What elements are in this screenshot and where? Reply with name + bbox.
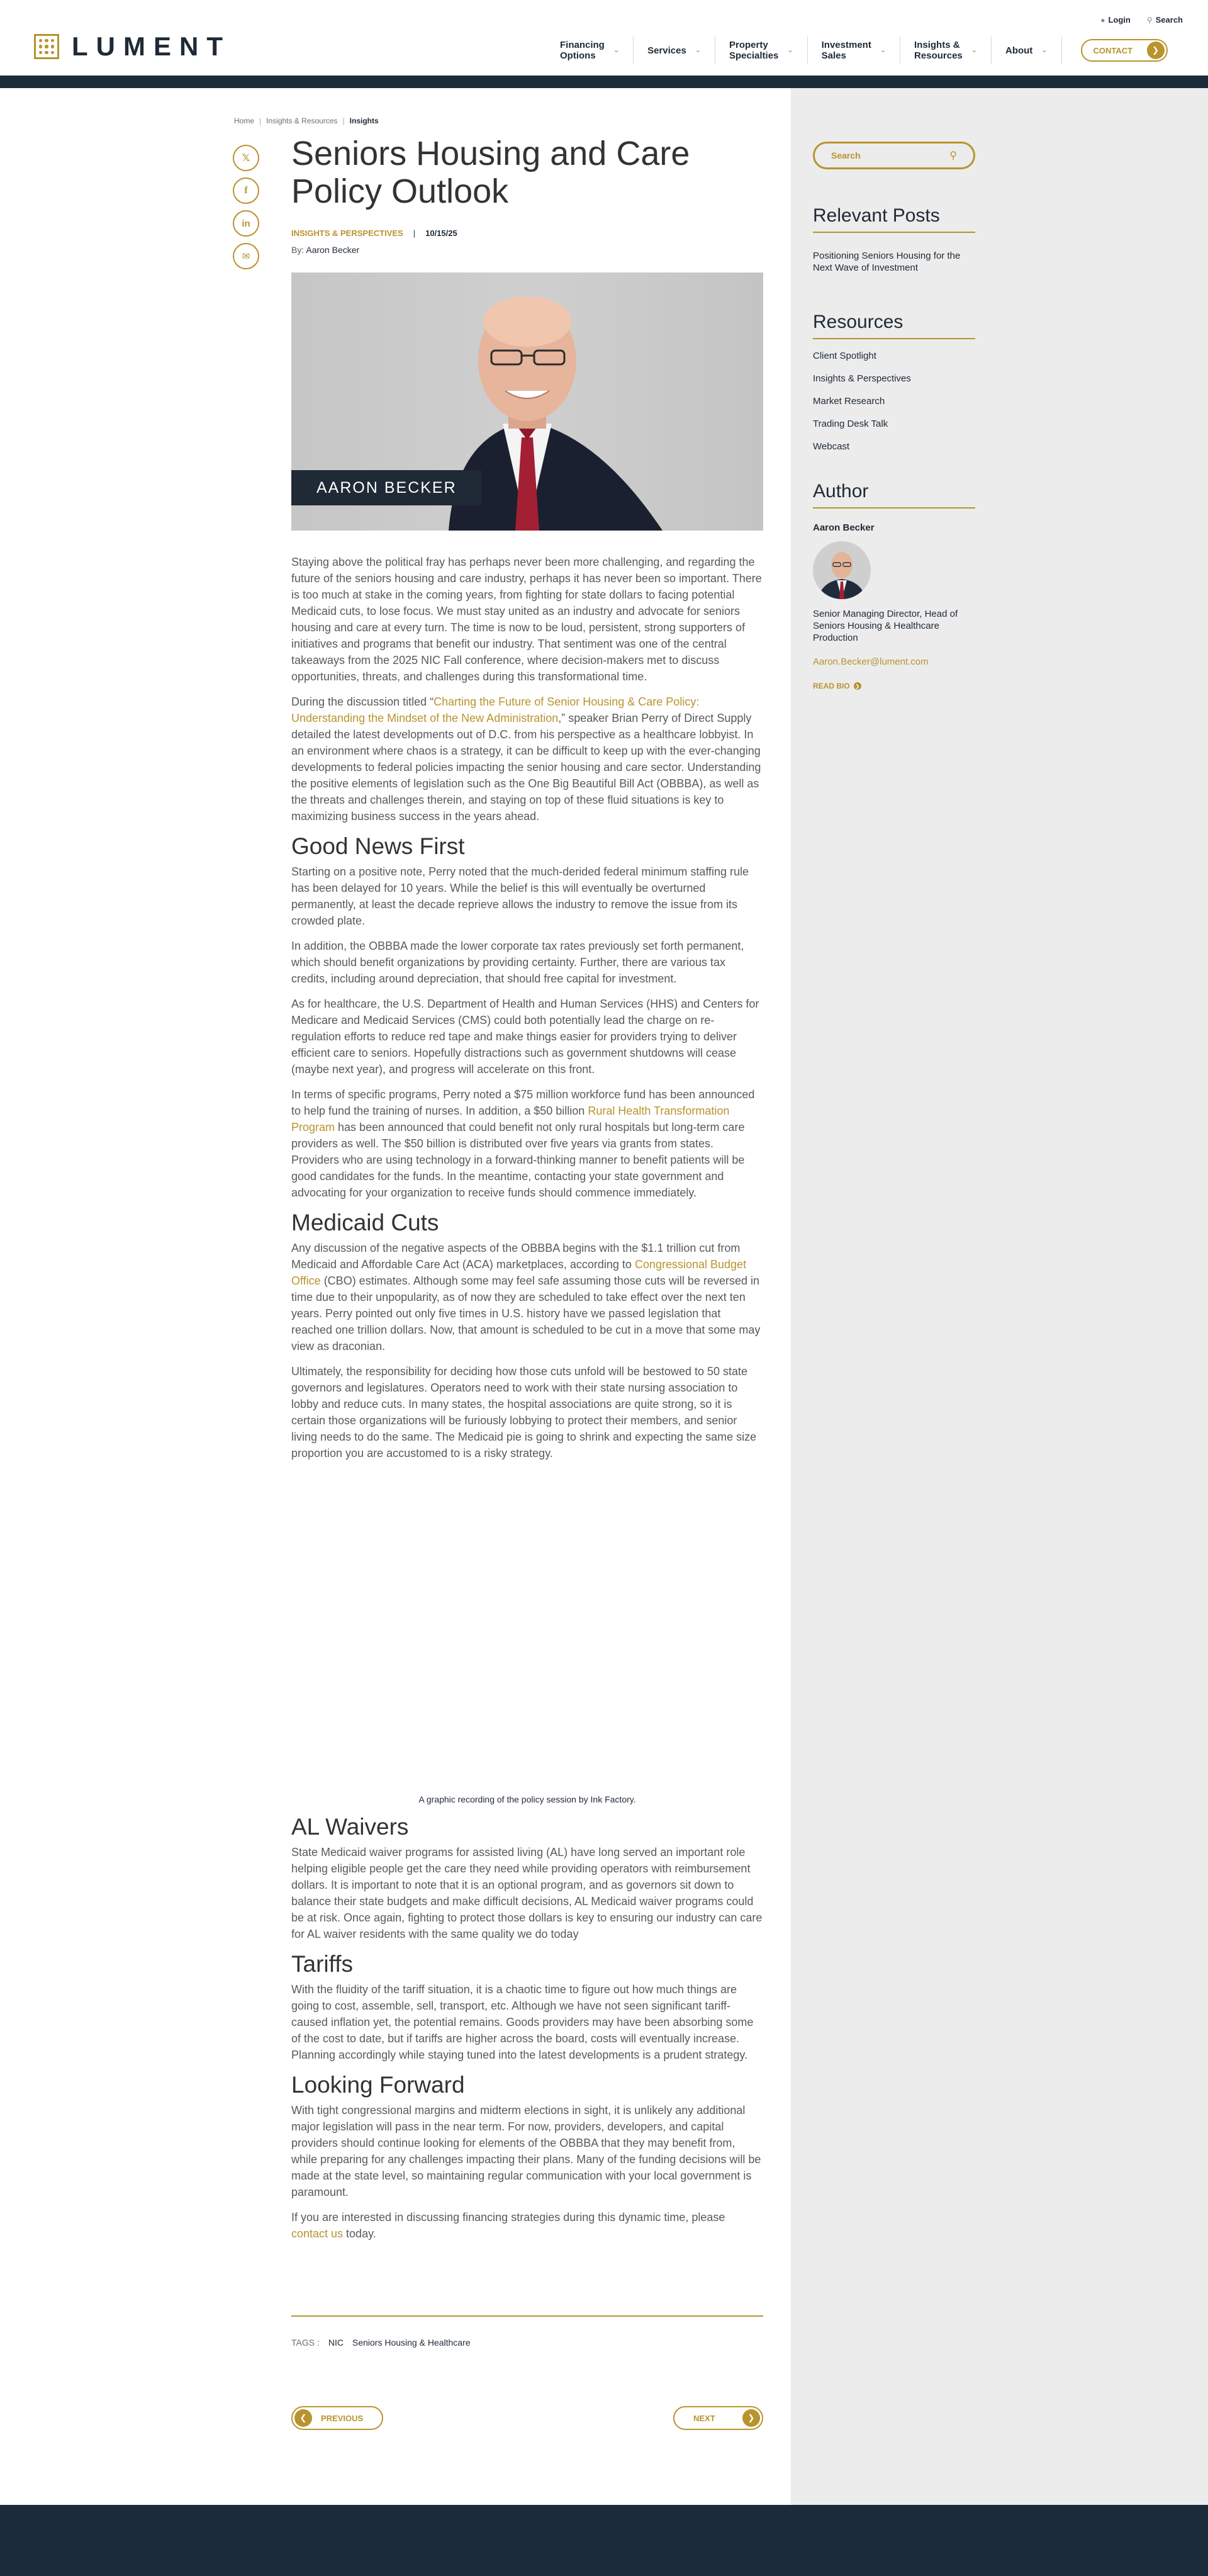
tag-link[interactable]: Seniors Housing & Healthcare — [352, 2337, 471, 2348]
logo-text: LUMENT — [72, 31, 231, 61]
search-input[interactable] — [831, 150, 938, 160]
chevron-down-icon: ⌄ — [613, 46, 620, 54]
cbo-link[interactable]: Congressional Budget Office — [291, 1258, 747, 1287]
article-body-continued — [291, 1814, 763, 2251]
chevron-down-icon: ⌄ — [880, 46, 886, 54]
chevron-down-icon: ⌄ — [971, 46, 977, 54]
next-button[interactable]: NEXT ❯ — [673, 2406, 763, 2430]
header-band — [0, 76, 1208, 88]
byline: By: Aaron Becker — [291, 245, 360, 255]
lument-logo[interactable] — [34, 31, 231, 62]
hero-name-banner: AARON BECKER — [291, 470, 481, 505]
paragraph: If you are interested in discussing financing strategies during this dynamic time, please contact us today. — [291, 2211, 725, 2240]
section-heading-al-waivers: AL Waivers — [291, 1814, 409, 1840]
author-title: Senior Managing Director, Head of Seniors Housing & Healthcare Production — [813, 609, 958, 643]
byline-author[interactable]: Aaron Becker — [306, 245, 360, 255]
resource-link-trading-desk-talk[interactable]: Trading Desk Talk — [813, 419, 888, 429]
share-buttons — [233, 145, 259, 269]
site-footer — [0, 2505, 1208, 2576]
nav-services[interactable]: Services ⌄ — [634, 37, 715, 64]
breadcrumb-home[interactable]: Home — [234, 116, 255, 125]
article-body — [291, 554, 763, 1470]
search-icon[interactable]: ⚲ — [949, 150, 957, 161]
page-title: Seniors Housing and Care Policy Outlook — [291, 135, 690, 210]
tags-label: TAGS : — [291, 2337, 320, 2348]
breadcrumb-insights-resources[interactable]: Insights & Resources — [266, 116, 338, 125]
paragraph: Any discussion of the negative aspects of the OBBBA begins with the $1.1 trillion cut from Medicaid and Affordable Care Act (ACA) marketplaces, according to Congressional Budget Office (CBO) estimates. Although some may feel safe assuming those cuts will be reversed in time due to their unpopularity, as of now they are scheduled to take effect over the next ten years. Perry pointed out only five times in U.S. history have we passed legislation that reached one trillion dollars. Now, that amount is scheduled to be cut in a move that some may view as draconian. — [291, 1242, 761, 1353]
nav-about[interactable]: About ⌄ — [992, 37, 1062, 64]
utility-bar — [1100, 15, 1183, 25]
resource-link-insights-perspectives[interactable]: Insights & Perspectives — [813, 373, 911, 384]
section-heading-looking-forward: Looking Forward — [291, 2072, 465, 2098]
login-link[interactable]: ● Login — [1100, 15, 1131, 25]
contact-us-link[interactable]: contact us — [291, 2227, 344, 2240]
hero-image — [291, 273, 763, 531]
author-email-link[interactable]: Aaron.Becker@lument.com — [813, 656, 929, 667]
breadcrumb-separator: | — [259, 116, 262, 125]
linkedin-share-icon[interactable]: in — [233, 210, 259, 237]
sidebar — [791, 88, 1208, 2505]
paragraph: In addition, the OBBBA made the lower corporate tax rates previously set forth permanent, which should benefit organizations by providing certainty. Further, there are various tax credits, including around depreciation, that should free capital for investment. — [291, 940, 744, 985]
paragraph: During the discussion titled “Charting the Future of Senior Housing & Care Policy: Understanding the Mindset of the New Administration,” speaker Brian Perry of Direct Supply detailed the latest developments out of D.C. from his perspective as a healthcare lobbyist. In an environment where chaos is a strategy, it can be difficult to keep up with the ever-changing developments to federal policies impacting the senior housing and care sector. Understanding the positive elements of legislation such as the One Big Beautiful Bill Act (OBBBA), as well as the threats and challenges therein, and staying on top of these fluid situations is key to maximizing business success in the years ahead. — [291, 695, 761, 823]
nav-financing-options[interactable]: Financing Options ⌄ — [546, 37, 634, 64]
paragraph: With tight congressional margins and midterm elections in sight, it is unlikely any additional major legislation will pass in the near term. For now, providers, developers, and capital providers should continue looking for elements of the OBBBA that they may benefit from, while preparing for any challenges impacting their plans. Many of the funding decisions will be made at the state level, so maintaining regular communication with your local government is paramount. — [291, 2104, 761, 2198]
relevant-post-link[interactable]: Positioning Seniors Housing for the Next Wave of Investment — [813, 250, 961, 273]
meta-divider: | — [413, 228, 416, 238]
paragraph: Staying above the political fray has perhaps never been more challenging, and regarding the future of the seniors housing and care industry, perhaps it has never been so important. There is too much at stake in the coming years, from fighting for state dollars to facing potential Medicaid cuts, to lose focus. We must stay united as an industry and advocate for seniors housing and care at every turn. The time is now to be loud, persistent, strong supporters of initiatives and programs that benefit our industry. That sentiment was one of the central takeaways from the 2025 NIC Fall conference, where decision-makers met to discuss opportunities, threats, and challenges during this transformational time. — [291, 556, 762, 683]
session-link[interactable]: Charting the Future of Senior Housing & Care Policy: Understanding the Mindset of the New Administration — [291, 695, 700, 724]
image-caption: A graphic recording of the policy session by Ink Factory. — [418, 1794, 636, 1804]
breadcrumb-separator: | — [342, 116, 345, 125]
resource-link-market-research[interactable]: Market Research — [813, 396, 885, 407]
chevron-down-icon: ⌄ — [787, 46, 793, 54]
section-heading-medicaid-cuts: Medicaid Cuts — [291, 1210, 439, 1235]
x-share-icon[interactable]: 𝕏 — [233, 145, 259, 171]
email-share-icon[interactable]: ✉ — [233, 243, 259, 269]
facebook-share-icon[interactable]: f — [233, 177, 259, 204]
author-name: Aaron Becker — [813, 522, 875, 533]
paragraph: Ultimately, the responsibility for deciding how those cuts unfold will be bestowed to 50 state governors and legislatures. Operators need to work with their state nursing association to lobby and reduce cuts. In many states, the hospital associations are quite strong, so it is certain those organizations will be furiously lobbying to protect their members, and senior living needs to do the same. The Medicaid pie is going to shrink and expecting the same size proportion you are accustomed to is a risky strategy. — [291, 1365, 757, 1460]
nav-investment-sales[interactable]: Investment Sales ⌄ — [808, 37, 900, 64]
tags-divider — [291, 2315, 763, 2317]
rural-health-link[interactable]: Rural Health Transformation Program — [291, 1105, 730, 1133]
article-meta — [291, 228, 457, 238]
resource-link-client-spotlight[interactable]: Client Spotlight — [813, 351, 876, 361]
search-link[interactable]: ⚲ Search — [1146, 15, 1183, 25]
contact-button[interactable]: CONTACT ❯ — [1081, 39, 1168, 62]
breadcrumb — [234, 116, 379, 125]
paragraph: In terms of specific programs, Perry noted a $75 million workforce fund has been announced to help fund the training of nurses. In addition, a $50 billion Rural Health Transformation Program has been announced that could benefit not only rural hospitals but long-term care providers as well. The $50 billion is distributed over five years via grants from states. Providers who are using technology in a forward-thinking manner to benefit patients will be good candidates for the funds. In the meantime, contacting your state government and advocating for your organization to receive funds should commence immediately. — [291, 1088, 755, 1199]
read-bio-link[interactable]: READ BIO ❯ — [813, 682, 861, 690]
resources-heading: Resources — [813, 312, 975, 339]
breadcrumb-current: Insights — [349, 116, 379, 125]
paragraph: Starting on a positive note, Perry noted that the much-derided federal minimum staffing rule has been delayed for 10 years. While the belief is this will eventually be overturned permanently, at least the decade reprieve allows the industry to remove the issue from its crowded plate. — [291, 865, 749, 927]
section-heading-good-news: Good News First — [291, 833, 465, 859]
resource-link-webcast[interactable]: Webcast — [813, 441, 850, 452]
arrow-right-icon: ❯ — [742, 2409, 760, 2427]
sidebar-search — [813, 142, 975, 169]
article-category[interactable]: INSIGHTS & PERSPECTIVES — [291, 228, 403, 238]
logo-grid-icon — [34, 34, 59, 59]
chevron-down-icon: ⌄ — [695, 46, 702, 54]
arrow-left-icon: ❮ — [294, 2409, 312, 2427]
nav-insights-resources[interactable]: Insights & Resources ⌄ — [900, 37, 992, 64]
main-nav — [546, 37, 1168, 64]
tag-link[interactable]: NIC — [328, 2337, 344, 2348]
chevron-down-icon: ⌄ — [1041, 46, 1048, 54]
section-heading-tariffs: Tariffs — [291, 1951, 354, 1977]
search-icon: ⚲ — [1146, 15, 1153, 25]
paragraph: With the fluidity of the tariff situation, it is a chaotic time to figure out how much things are going to cost, assemble, sell, transport, etc. Although we have not seen significant tariff-caused inflation yet, the potential remains. Goods providers may have been absorbing some of the cost to date, but if tariffs are higher across the board, costs will eventually increase. Planning accordingly while staying tuned into the latest developments is a prudent strategy. — [291, 1983, 754, 2061]
previous-button[interactable]: ❮ PREVIOUS — [291, 2406, 383, 2430]
author-photo-icon — [813, 541, 871, 599]
tags — [291, 2337, 471, 2348]
arrow-right-icon: ❯ — [854, 682, 861, 690]
paragraph: As for healthcare, the U.S. Department of Health and Human Services (HHS) and Centers for Medicare and Medicaid Services (CMS) could both potentially lead the charge on re-regulation efforts to reduce red tape and make things easier for providers trying to deliver efficient care to seniors. Hopefully distractions such as government shutdowns will cease (maybe next year), and progress will accelerate on this front. — [291, 998, 759, 1076]
user-icon: ● — [1100, 15, 1105, 25]
site-header — [0, 0, 1208, 76]
paragraph: State Medicaid waiver programs for assisted living (AL) have long served an important role helping eligible people get the care they need while providing operators with reimbursement dollars. It is important to note that it is an optional program, and as governors sit down to balance their state budgets and make difficult decisions, AL Medicaid waiver programs could be at risk. Once again, fighting to protect those dollars is key to ensuring our industry can care for AL waiver residents with the same quality we do today — [291, 1846, 763, 1940]
arrow-right-icon: ❯ — [1147, 42, 1165, 59]
relevant-posts-heading: Relevant Posts — [813, 205, 975, 233]
nav-property-specialties[interactable]: Property Specialties ⌄ — [715, 37, 808, 64]
author-heading: Author — [813, 481, 975, 509]
article-date: 10/15/25 — [425, 228, 457, 238]
author-avatar — [813, 541, 871, 599]
